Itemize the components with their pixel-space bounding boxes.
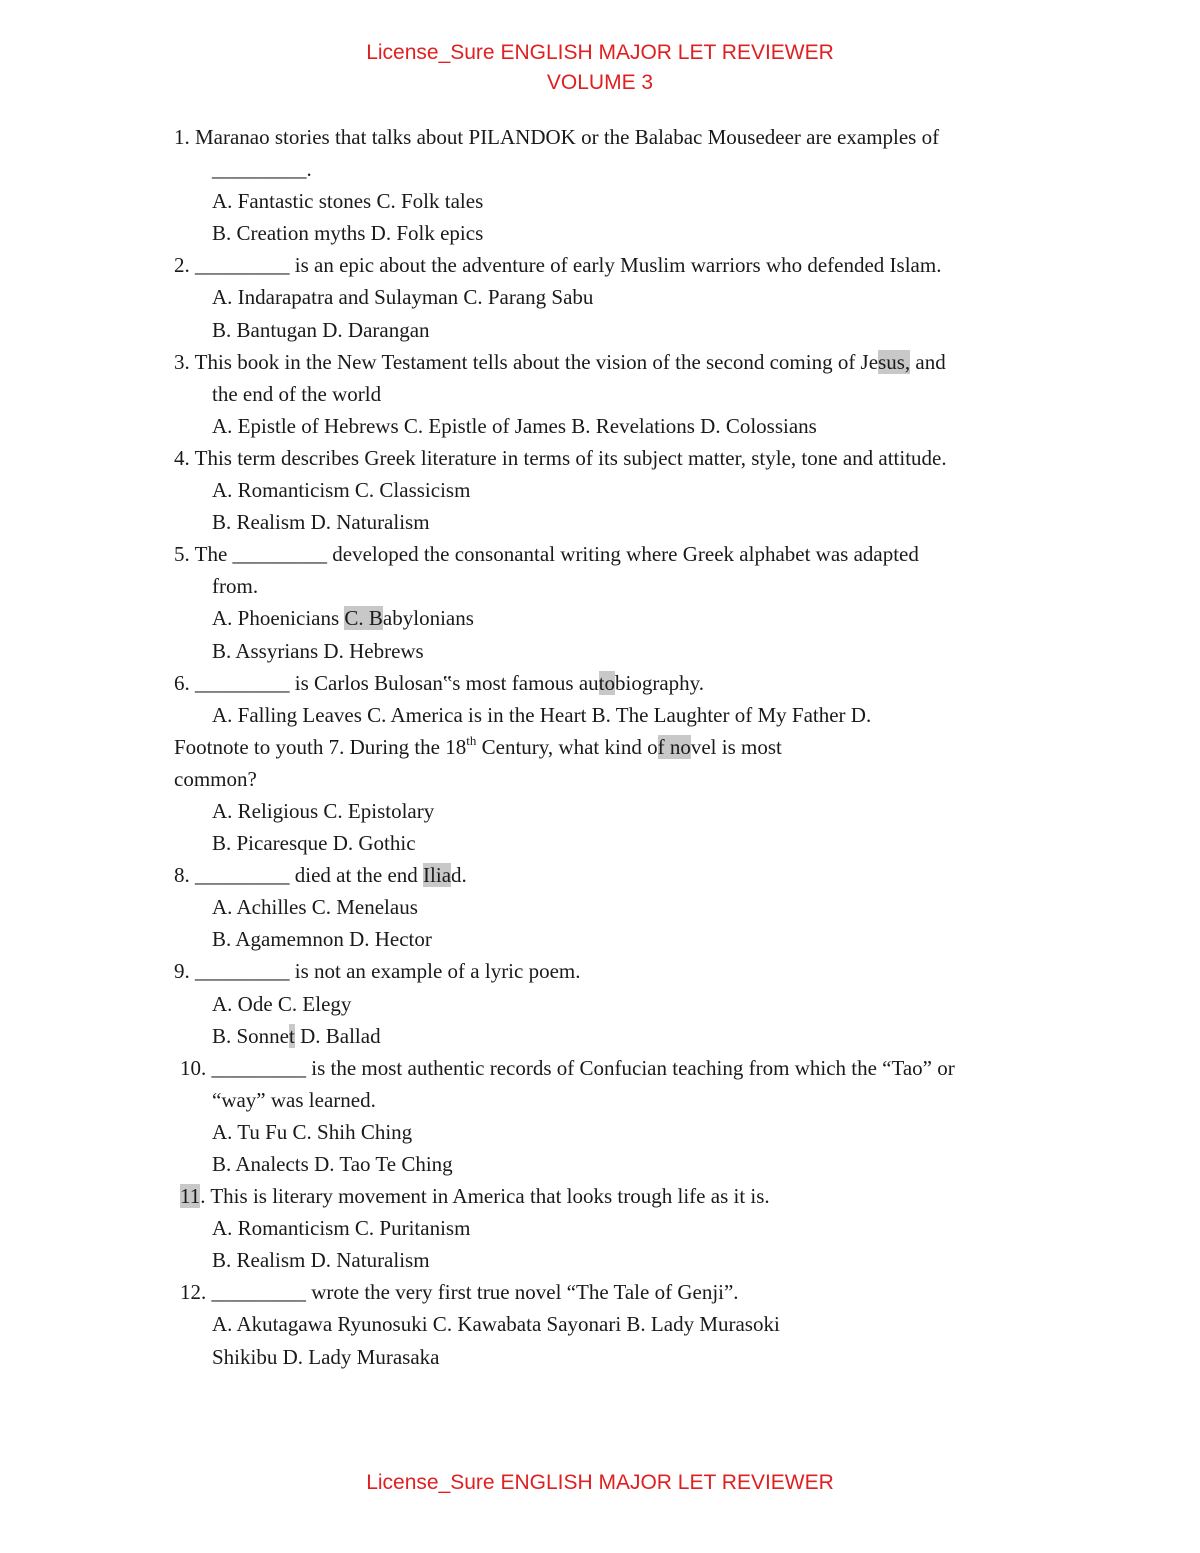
question-10-choices-bd: B. Analects D. Tao Te Ching [212,1152,453,1176]
highlight-mark: 11 [180,1184,201,1209]
choice-text-end: D. Ballad [294,1023,381,1048]
question-2-choices-ac: A. Indarapatra and Sulayman C. Parang Sabu [212,285,594,310]
question-10-stem: 10. _________ is the most authentic records of Confucian teaching from which the “Tao” or [180,1055,955,1080]
choice-text: A. Phoenicians [212,606,345,631]
question-1-choices-ac: A. Fantastic stones C. Folk tales [212,189,484,214]
question-4-stem: 4. This term describes Greek literature in terms of its subject matter, style, tone and attitude. [174,445,947,470]
question-3-stem-cont: the end of the world [212,381,382,406]
question-6-stem-end: biography. [615,670,705,695]
question-7-stem-text: Footnote to youth 7. During the 18 [174,734,467,759]
question-1-stem: 1. Maranao stories that talks about PILANDOK or the Balabac Mousedeer are examples of [174,125,940,149]
question-11-stem-text: . This is literary movement in America that looks trough life as it is. [200,1184,770,1209]
question-4-choices-ac: A. Romanticism C. Classicism [212,478,471,503]
question-7-stem-mid: Century, what kind o [476,734,658,759]
question-7-stem [174,731,1200,763]
question-9-choices-ac: A. Ode C. Elegy [212,991,352,1016]
question-9-choices-bd [212,1020,1200,1052]
question-6-stem-text: 6. _________ is Carlos Bulosan‟s most famous au [174,670,599,695]
question-7-choices-ac: A. Religious C. Epistolary [212,798,435,823]
question-8-stem-text: 8. _________ died at the end [174,863,424,888]
ordinal-suffix: th [466,732,477,748]
question-3-stem-end: and [910,349,946,374]
question-8-stem [174,859,1200,891]
highlight-mark: sus, [878,349,911,374]
question-3-choices: A. Epistle of Hebrews C. Epistle of James B. Revelations D. Colossians [212,413,817,438]
question-6-stem [174,667,1200,699]
question-7-stem-end: vel is most [690,734,782,759]
question-12-choices: A. Akutagawa Ryunosuki C. Kawabata Sayonari B. Lady Murasoki [212,1312,780,1337]
question-5-stem-cont: from. [212,574,259,599]
page-header [0,38,1200,98]
highlight-mark: to [598,670,615,695]
question-8-choices-bd: B. Agamemnon D. Hector [212,927,432,952]
question-1-choices-bd: B. Creation myths D. Folk epics [212,221,484,246]
question-7-stem-cont: common? [174,766,257,791]
question-12-choices-cont: Shikibu D. Lady Murasaka [212,1344,440,1369]
question-8-stem-end: d. [451,863,467,888]
question-5-choices-ac [212,602,1200,634]
highlight-mark: t [289,1023,295,1048]
question-11-stem [180,1180,1200,1212]
question-list [0,121,1200,1373]
highlight-mark: f no [657,734,691,759]
question-2-stem: 2. _________ is an epic about the adventure of early Muslim warriors who defended Islam. [174,253,942,278]
header-volume: VOLUME 3 [546,71,654,94]
question-5-stem: 5. The _________ developed the consonantal writing where Greek alphabet was adapted [174,542,919,567]
question-11-choices-bd: B. Realism D. Naturalism [212,1248,430,1273]
question-8-choices-ac: A. Achilles C. Menelaus [212,895,418,920]
question-3-stem [174,346,1200,378]
question-3-stem-text: 3. This book in the New Testament tells about the vision of the second coming of Je [174,349,879,374]
question-9-stem: 9. _________ is not an example of a lyric poem. [174,959,581,984]
header-title: License_Sure ENGLISH MAJOR LET REVIEWER [366,41,834,64]
question-7-choices-bd: B. Picaresque D. Gothic [212,831,416,856]
question-5-choices-bd: B. Assyrians D. Hebrews [212,638,424,663]
choice-text: B. Sonne [212,1023,290,1048]
choice-text-end: abylonians [382,606,474,631]
highlight-mark: Ilia [423,863,452,888]
question-12-stem: 12. _________ wrote the very first true novel “The Tale of Genji”. [180,1280,739,1305]
question-10-choices-ac: A. Tu Fu C. Shih Ching [212,1119,413,1144]
question-1-stem-cont: _________. [212,157,312,182]
question-4-choices-bd: B. Realism D. Naturalism [212,510,430,535]
question-6-choices: A. Falling Leaves C. America is in the Heart B. The Laughter of My Father D. [212,702,872,727]
question-2-choices-bd: B. Bantugan D. Darangan [212,317,430,342]
highlight-mark: C. B [344,606,383,631]
question-11-choices-ac: A. Romanticism C. Puritanism [212,1216,471,1241]
question-10-stem-cont: “way” was learned. [212,1087,376,1112]
page-footer: License_Sure ENGLISH MAJOR LET REVIEWER [366,1471,834,1494]
